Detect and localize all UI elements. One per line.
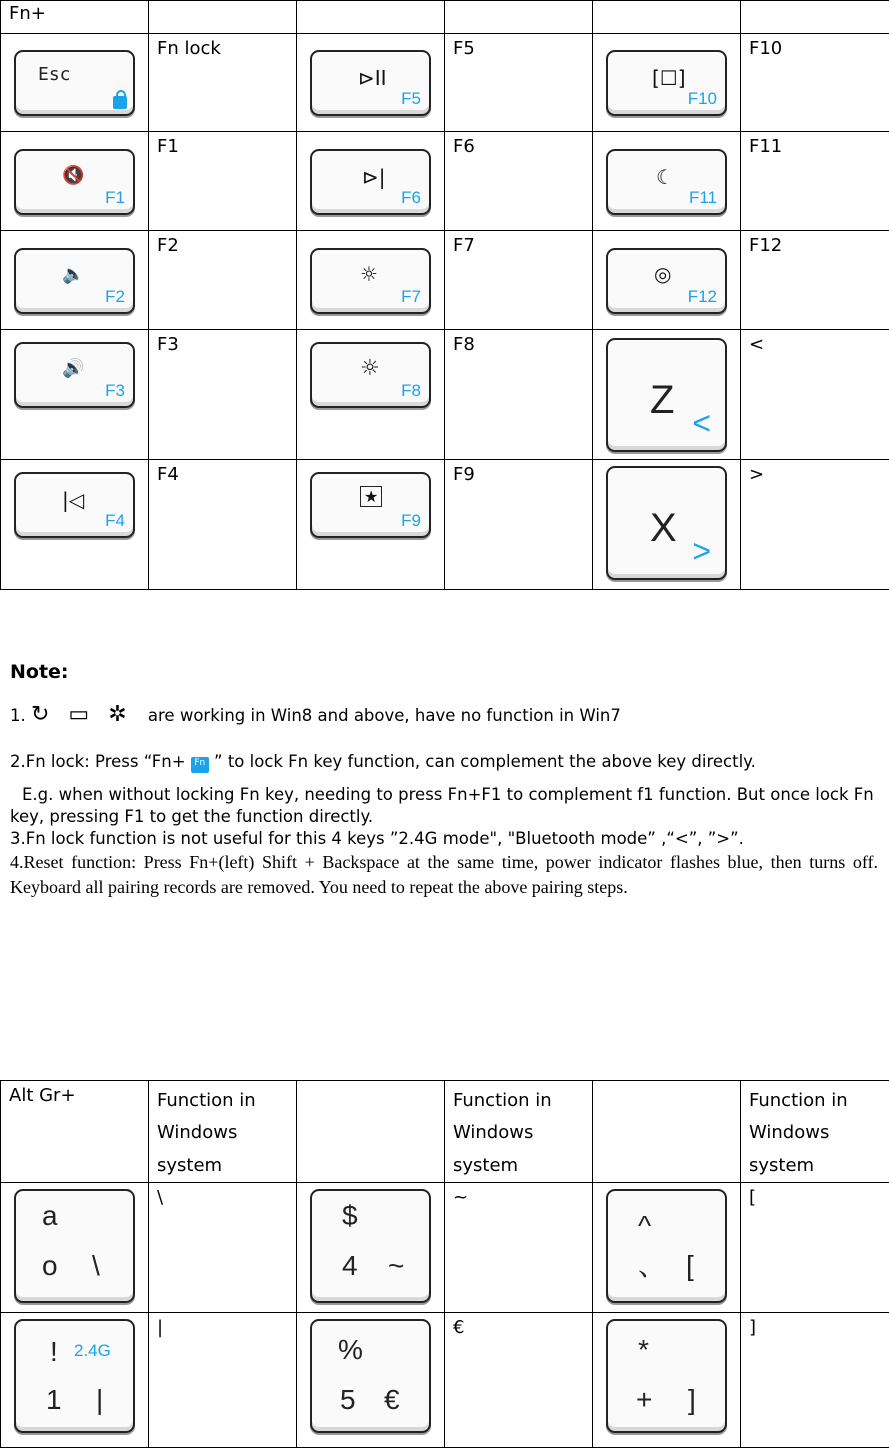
key-bottom-char: 1: [46, 1383, 62, 1417]
f11-key: [606, 149, 727, 215]
table-row: [1, 460, 889, 590]
notes-section: [10, 660, 878, 899]
key-top-char: a: [42, 1199, 58, 1233]
esc-label: Esc: [38, 64, 71, 86]
favorites-folder-icon: ★: [360, 486, 382, 507]
lock-icon: [113, 96, 127, 109]
function-label: €: [445, 1313, 592, 1339]
4-key: [310, 1189, 431, 1303]
key-altgr-char: ~: [388, 1249, 404, 1283]
asterisk-key: [606, 1319, 727, 1433]
fn-key-label: F3: [105, 381, 125, 401]
brightness-down-icon: ☼: [360, 262, 378, 286]
f3-key: [14, 342, 135, 408]
fn-key-label: F7: [401, 287, 421, 307]
sleep-icon: ☾: [656, 165, 674, 189]
key-letter: X: [650, 504, 677, 552]
2-4g-mode-label: 2.4G: [74, 1341, 111, 1361]
key-top-char: *: [638, 1333, 649, 1367]
mute-icon: 🔇: [62, 165, 84, 187]
x-key: [606, 466, 727, 580]
fn-header-cell: [1, 1, 149, 34]
note-2-text-a: 2.Fn lock: Press “Fn+: [10, 752, 186, 771]
table-row: [1, 34, 889, 132]
notes-title: Note:: [10, 660, 878, 686]
1-key: [14, 1319, 135, 1433]
key-symbol: >: [692, 532, 711, 570]
fn-lock-icon: Fn: [191, 757, 209, 773]
key-bottom-char: 、: [638, 1249, 666, 1283]
note-2: [10, 751, 878, 773]
altgr-header: Alt Gr+: [1, 1081, 148, 1107]
f12-key: [606, 248, 727, 314]
function-label: <: [741, 330, 889, 356]
function-label: |: [149, 1313, 296, 1339]
function-label: ~: [445, 1183, 592, 1209]
esc-key: [14, 50, 135, 116]
table-row: [1, 231, 889, 330]
fn-key-label: F11: [689, 188, 717, 208]
function-label: F10: [741, 34, 889, 60]
fn-key-label: F6: [401, 188, 421, 208]
table-row: [1, 1313, 889, 1448]
function-label: F12: [741, 231, 889, 257]
function-label: F3: [149, 330, 296, 356]
altgr-key-table: [0, 1080, 889, 1448]
note-4: 4.Reset function: Press Fn+(left) Shift + Backspace at the same time, power indicator flashes blue, then turns off. Keyboard all pairing records are removed. You need to repeat the above pairing steps.: [10, 850, 878, 899]
fn-key-table: [0, 0, 889, 590]
note-1-prefix: 1.: [10, 706, 26, 725]
key-symbol: <: [692, 404, 711, 442]
key-altgr-char: ]: [688, 1383, 696, 1417]
function-label: F9: [445, 460, 592, 486]
table-row: [1, 330, 889, 460]
caret-key: [606, 1189, 727, 1303]
fn-key-label: F12: [688, 287, 717, 307]
a-key: [14, 1189, 135, 1303]
column-header: Function in Windows system: [445, 1081, 592, 1182]
volume-up-icon: 🔊: [62, 358, 84, 380]
function-label: F1: [149, 132, 296, 158]
note-1-text: are working in Win8 and above, have no function in Win7: [148, 706, 621, 725]
screen-capture-icon: [☐]: [652, 66, 686, 90]
fn-header: Fn+: [1, 1, 148, 25]
play-pause-icon: ⊳II: [358, 66, 387, 90]
f4-key: [14, 472, 135, 538]
function-label: F4: [149, 460, 296, 486]
column-header: Function in Windows system: [741, 1081, 889, 1182]
key-bottom-char: +: [636, 1383, 652, 1417]
next-track-icon: ⊳|: [362, 165, 386, 189]
key-top-char: ^: [638, 1209, 651, 1243]
browser-icon: ◎: [654, 262, 671, 286]
key-bottom-char: 5: [340, 1383, 356, 1417]
table-row: [1, 1183, 889, 1313]
note-1: [10, 700, 878, 730]
key-top-char: %: [338, 1333, 363, 1367]
function-label: F7: [445, 231, 592, 257]
sync-battery-settings-icon: ↻ ▭ ✲: [31, 702, 133, 727]
f7-key: [310, 248, 431, 314]
function-label: [: [741, 1183, 889, 1209]
function-label: >: [741, 460, 889, 486]
f6-key: [310, 149, 431, 215]
fn-key-label: F10: [688, 89, 717, 109]
f1-key: [14, 149, 135, 215]
z-key: [606, 338, 727, 452]
f8-key: [310, 342, 431, 408]
key-top-char: !: [50, 1335, 58, 1369]
fn-key-label: F9: [401, 511, 421, 531]
key-altgr-char: €: [384, 1383, 400, 1417]
function-label: F6: [445, 132, 592, 158]
brightness-up-icon: ☼: [360, 356, 380, 382]
f10-key: [606, 50, 727, 116]
fn-key-label: F8: [401, 381, 421, 401]
key-altgr-char: [: [686, 1249, 694, 1283]
5-key: [310, 1319, 431, 1433]
fn-key-label: F2: [105, 287, 125, 307]
function-label: F2: [149, 231, 296, 257]
f5-key: [310, 50, 431, 116]
f9-key: [310, 472, 431, 538]
key-top-char: $: [342, 1199, 358, 1233]
function-label: \: [149, 1183, 296, 1209]
function-label: ]: [741, 1313, 889, 1339]
column-header: Function in Windows system: [149, 1081, 296, 1182]
note-2-text-b: ” to lock Fn key function, can complement the above key directly.: [214, 752, 756, 771]
function-label: F5: [445, 34, 592, 60]
fn-key-label: F4: [105, 511, 125, 531]
key-altgr-char: \: [92, 1249, 100, 1283]
note-2-example: E.g. when without locking Fn key, needing to press Fn+F1 to complement f1 function. But once lock Fn key, pressing F1 to get the function directly.: [10, 784, 878, 829]
fn-lock-label: Fn lock: [149, 34, 296, 60]
volume-down-icon: 🔈: [62, 264, 84, 286]
key-altgr-char: |: [96, 1383, 103, 1417]
f2-key: [14, 248, 135, 314]
key-bottom-char: 4: [342, 1249, 358, 1283]
key-bottom-char: o: [42, 1249, 58, 1283]
key-letter: Z: [650, 376, 674, 424]
previous-track-icon: |◁: [62, 488, 84, 512]
note-3: 3.Fn lock function is not useful for this 4 keys ”2.4G mode", "Bluetooth mode” ,“<”, ”>”.: [10, 828, 878, 850]
function-label: F8: [445, 330, 592, 356]
fn-key-label: F5: [401, 89, 421, 109]
fn-key-label: F1: [105, 188, 125, 208]
function-label: F11: [741, 132, 889, 158]
table-row: [1, 132, 889, 231]
